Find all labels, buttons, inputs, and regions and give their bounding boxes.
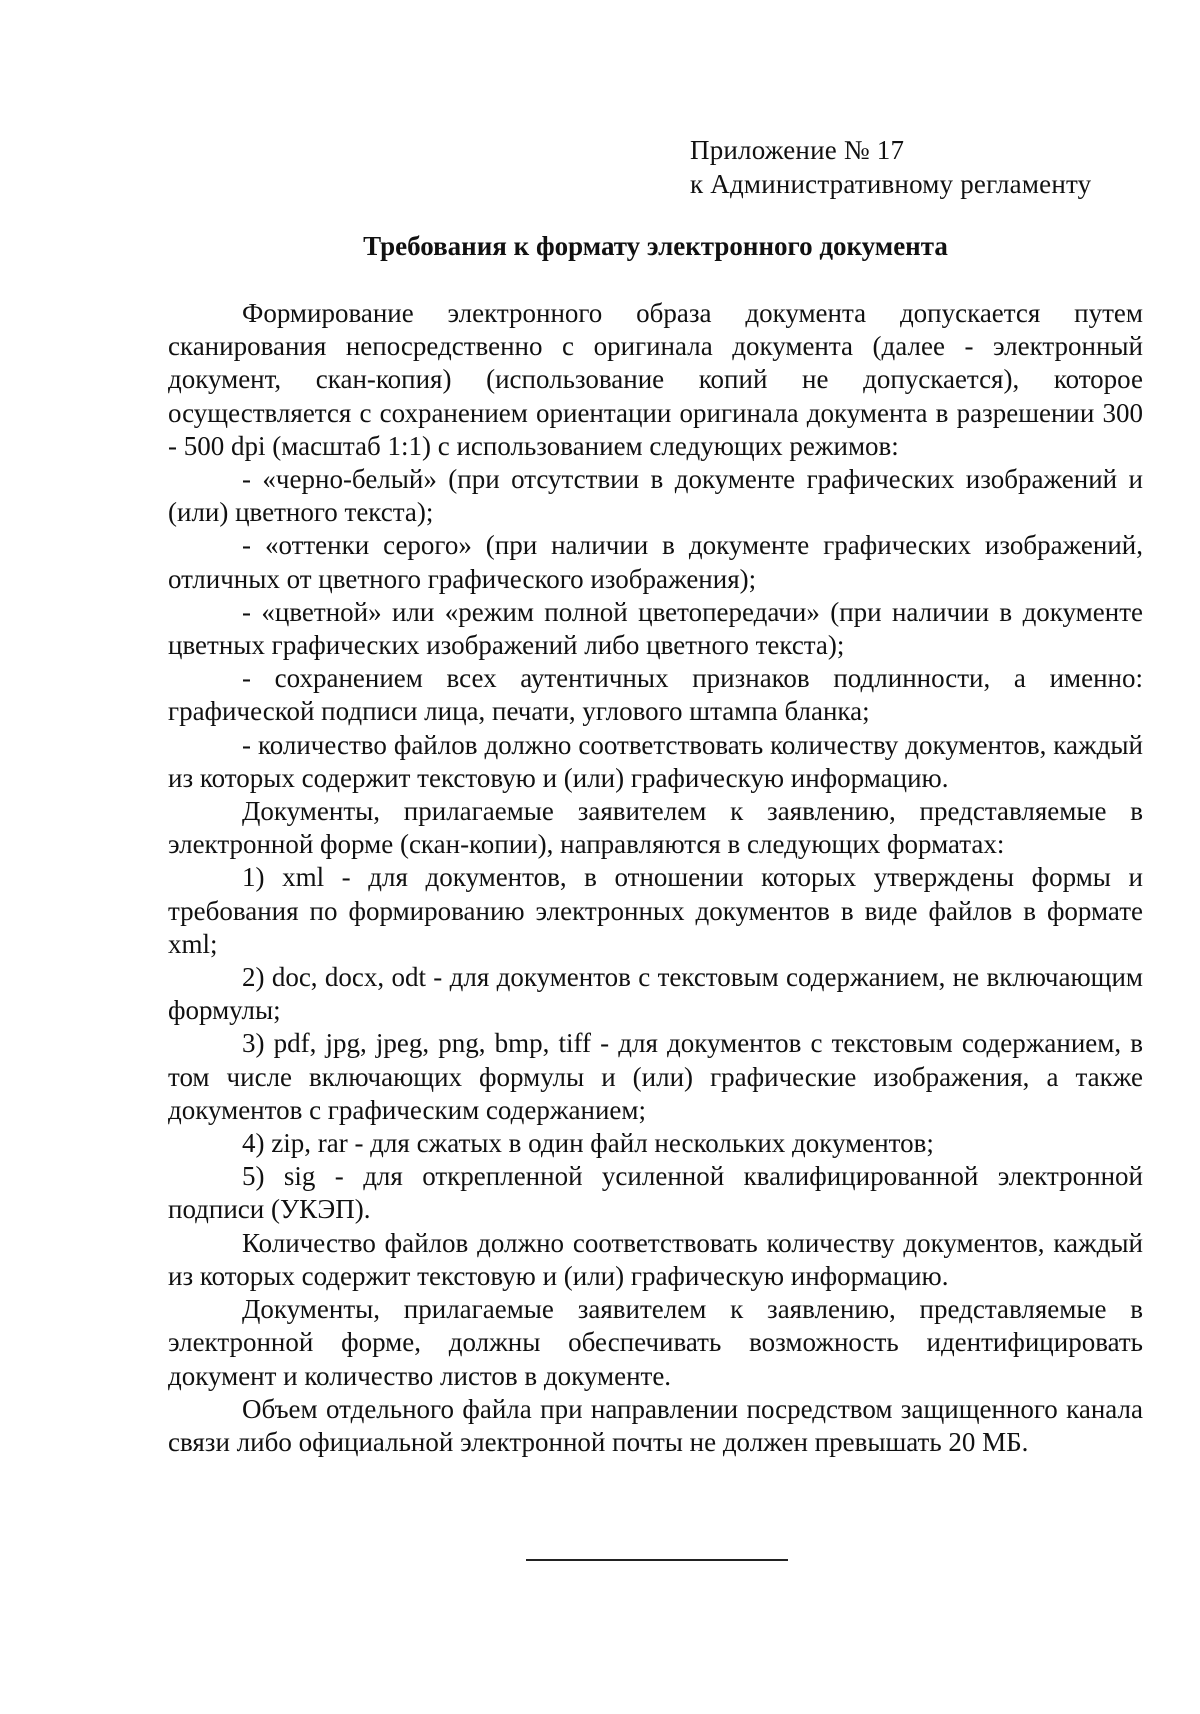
appendix-reference: к Административному регламенту <box>690 169 1092 199</box>
paragraph-file-count: - количество файлов должно соответствовать количеству документов, каждый из которых содержит текстовую и (или) графическую информацию. <box>168 729 1143 793</box>
paragraph-mode-grayscale: - «оттенки серого» (при наличии в документе графических изображений, отличных от цветного графического изображения); <box>168 530 1143 594</box>
paragraph-identification: Документы, прилагаемые заявителем к заявлению, представляемые в электронной форме, должны обеспечивать возможность идентифицировать документ и количество листов в документе. <box>168 1294 1143 1391</box>
appendix-header <box>690 133 1091 201</box>
appendix-number: Приложение № 17 <box>690 135 905 165</box>
paragraph-authenticity: - сохранением всех аутентичных признаков подлинности, а именно: графической подписи лица, печати, углового штампа бланка; <box>168 663 1143 727</box>
paragraph-format-pdf: 3) pdf, jpg, jpeg, png, bmp, tiff - для документов с текстовым содержанием, в том числе включающих формулы и (или) графические изображения, а также документов с графическим содержанием; <box>168 1028 1143 1125</box>
paragraph-format-sig: 5) sig - для открепленной усиленной квалифицированной электронной подписи (УКЭП). <box>168 1161 1143 1225</box>
paragraph-format-zip: 4) zip, rar - для сжатых в один файл нескольких документов; <box>242 1128 934 1159</box>
paragraph-file-size: Объем отдельного файла при направлении посредством защищенного канала связи либо официальной электронной почты не должен превышать 20 МБ. <box>168 1393 1143 1457</box>
paragraph-format-doc: 2) doc, docx, odt - для документов с текстовым содержанием, не включающим формулы; <box>168 962 1143 1026</box>
paragraph-scanning-intro: Формирование электронного образа документа допускается путем сканирования непосредственно с оригинала документа (далее - электронный документ, скан-копия) (использование копий не допускается), которое осуществляется с сохранением ориентации оригинала документа в разрешении 300 - 500 dpi (масштаб 1:1) с использованием следующих режимов: <box>168 298 1143 461</box>
document-title: Требования к формату электронного документа <box>363 231 948 261</box>
paragraph-mode-color: - «цветной» или «режим полной цветопередачи» (при наличии в документе цветных графических изображений либо цветного текста); <box>168 596 1143 661</box>
end-divider <box>526 1559 788 1561</box>
paragraph-mode-bw: - «черно-белый» (при отсутствии в документе графических изображений и (или) цветного текста); <box>168 464 1143 528</box>
paragraph-format-xml: 1) xml - для документов, в отношении которых утверждены формы и требования по формированию электронных документов в виде файлов в формате xml; <box>168 862 1143 959</box>
paragraph-formats-intro: Документы, прилагаемые заявителем к заявлению, представляемые в электронной форме (скан-копии), направляются в следующих форматах: <box>168 796 1143 860</box>
document-body <box>168 297 1143 1459</box>
paragraph-file-count-2: Количество файлов должно соответствовать количеству документов, каждый из которых содержит текстовую и (или) графическую информацию. <box>168 1227 1143 1291</box>
